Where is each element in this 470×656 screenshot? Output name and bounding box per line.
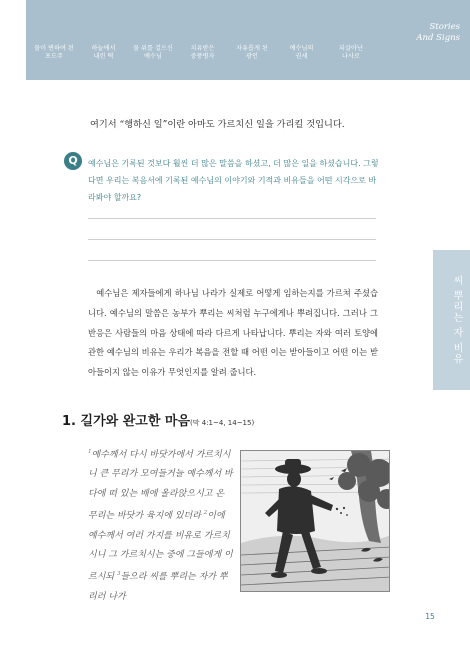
question-badge-icon: Q: [64, 152, 82, 170]
section-title: [62, 410, 382, 429]
tab-authority-of-jesus[interactable]: 예수님의 권세: [289, 45, 314, 60]
header-margin: [0, 0, 26, 80]
tab-healed-paralytic[interactable]: 치유받은 중풍병자: [190, 45, 215, 60]
verse-number: 3: [116, 571, 121, 578]
answer-line[interactable]: [88, 239, 376, 240]
scripture-passage: [88, 443, 234, 607]
section-title-text: 1. 길가와 완고한 마음: [62, 414, 191, 429]
series-title: Stories And Signs: [416, 22, 460, 43]
chapter-tabs: [30, 45, 375, 65]
tab-water-to-wine[interactable]: 물이 변하여 된 포도주: [34, 45, 74, 60]
sower-engraving-icon: [241, 451, 390, 592]
tab-walking-on-water[interactable]: 물 위를 걸으신 예수님: [133, 45, 173, 60]
tab-freed-madman[interactable]: 자유롭게 된 광인: [236, 45, 268, 60]
section-reference: (막 4:1~4, 14~15): [190, 419, 255, 427]
tab-bread-from-heaven[interactable]: 하늘에서 내린 떡: [91, 45, 116, 60]
question-text: 예수님은 기록된 것보다 훨씬 더 많은 말씀을 하셨고, 더 많은 일을 하셨습니다. 그렇다면 우리는 복음서에 기록된 예수님의 이야기와 기적과 비유들을 어떤 시각으로 바라봐야 할까요?: [88, 159, 379, 202]
verse-text: 이에 예수께서 여러 가지를 비유로 가르치시니 그 가르치시는 중에 그들에게 이르시되: [88, 511, 233, 583]
verse-number: 2: [203, 510, 208, 517]
verse-text: 들으라 씨를 뿌리는 자가 뿌리러 나가: [88, 572, 228, 602]
verse-number: 1: [88, 449, 92, 455]
sower-illustration: [240, 450, 390, 592]
answer-line[interactable]: [88, 260, 376, 261]
page-number: 15: [425, 612, 435, 621]
tab-lazarus-raised[interactable]: 되살아난 나사로: [339, 45, 363, 60]
side-tab-label: 씨 뿌리는 자 비유: [451, 275, 462, 365]
intro-paragraph: 여기서 “행하신 일”이란 아마도 가르치신 일을 가리킬 것입니다.: [90, 119, 345, 130]
body-paragraph: 예수님은 제자들에게 하나님 나라가 실제로 어떻게 임하는지를 가르쳐 주셨습니다. 예수님의 말씀은 농부가 뿌리는 씨처럼 누구에게나 뿌려집니다. 그러나 그 반응은 사람들의 마음 상태에 따라 다르게 나타납니다. 뿌리는 자와 여러 토양에 관한 예수님의 비유는 우리가 복음을 전할 때 어떤 이는 받아들이고 어떤 이는 받아들이지 않는 이유가 무엇인지를 알려 줍니다.: [88, 288, 378, 378]
verse-text: 예수께서 다시 바닷가에서 가르치시니 큰 무리가 모여들거늘 예수께서 바다에 떠 있는 배에 올라앉으시고 온 무리는 바닷가 육지에 있더라: [88, 450, 233, 522]
answer-line[interactable]: [88, 218, 376, 219]
